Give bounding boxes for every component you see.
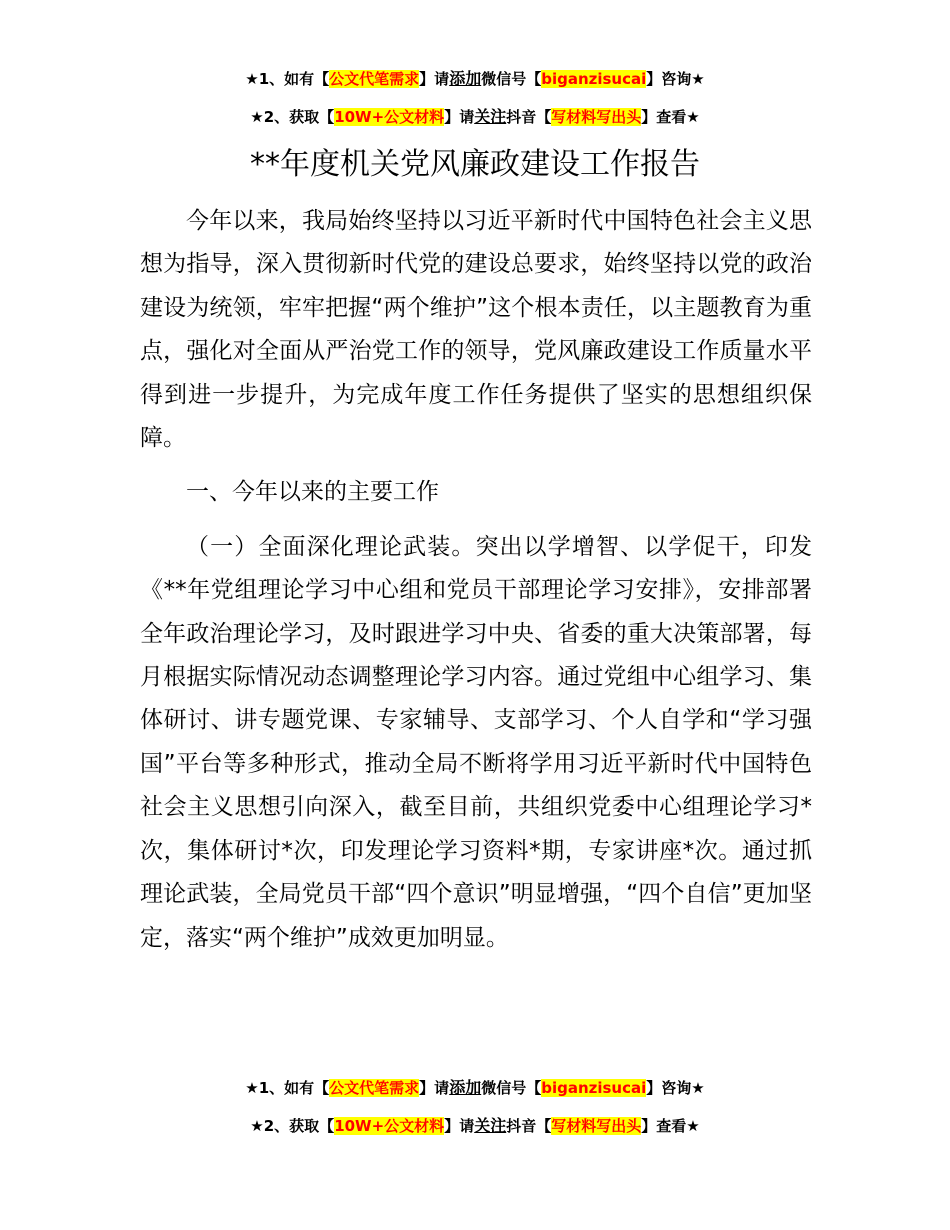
- banner-text: ★1、如有【: [245, 1079, 330, 1097]
- banner-underline: 关注: [474, 107, 507, 126]
- banner-line-2-bottom: [0, 1115, 950, 1137]
- banner-text: 】查看★: [641, 1117, 700, 1135]
- banner-highlight: 10W+公文材料: [334, 1117, 445, 1135]
- banner-line-1-bottom: [0, 1077, 950, 1099]
- banner-text: 】请: [419, 70, 450, 88]
- banner-text: 】请: [444, 108, 475, 126]
- banner-text: ★2、获取【: [250, 1117, 335, 1135]
- banner-highlight: 公文代笔需求: [329, 1079, 420, 1097]
- banner-underline: 添加: [449, 1078, 482, 1097]
- banner-highlight: 公文代笔需求: [329, 70, 420, 88]
- banner-highlight-douyin-id: 写材料写出头: [551, 1117, 642, 1135]
- intro-paragraph: 今年以来，我局始终坚持以习近平新时代中国特色社会主义思想为指导，深入贯彻新时代党的建设总要求，始终坚持以党的政治建设为统领，牢牢把握“两个维护”这个根本责任，以主题教育为重点，强化对全面从严治党工作的领导，党风廉政建设工作质量水平得到进一步提升，为完成年度工作任务提供了坚实的思想组织保障。: [140, 208, 812, 452]
- banner-text: ★2、获取【: [250, 108, 335, 126]
- banner-line-2: [0, 106, 950, 128]
- banner-highlight-wechat-id: biganzisucai: [541, 1079, 647, 1097]
- section-heading: 一、今年以来的主要工作: [186, 479, 439, 506]
- banner-text: 微信号【: [481, 1079, 542, 1097]
- document-title: **年度机关党风廉政建设工作报告: [250, 147, 700, 182]
- banner-text: 】请: [444, 1117, 475, 1135]
- banner-highlight-douyin-id: 写材料写出头: [551, 108, 642, 126]
- banner-text: 微信号【: [481, 70, 542, 88]
- banner-text: 】咨询★: [646, 70, 705, 88]
- banner-text: 】查看★: [641, 108, 700, 126]
- document-body: [140, 200, 812, 960]
- banner-highlight: 10W+公文材料: [334, 108, 445, 126]
- banner-text: 抖音【: [506, 108, 552, 126]
- banner-underline: 添加: [449, 69, 482, 88]
- banner-text: 】咨询★: [646, 1079, 705, 1097]
- banner-text: 抖音【: [506, 1117, 552, 1135]
- banner-text: ★1、如有【: [245, 70, 330, 88]
- banner-underline: 关注: [474, 1116, 507, 1135]
- banner-line-1: [0, 68, 950, 90]
- subsection-paragraph: （一）全面深化理论武装。突出以学增智、以学促干，印发《**年党组理论学习中心组和党员干部理论学习安排》，安排部署全年政治理论学习，及时跟进学习中央、省委的重大决策部署，每月根据实际情况动态调整理论学习内容。通过党组中心组学习、集体研讨、讲专题党课、专家辅导、支部学习、个人自学和“学习强国”平台等多种形式，推动全局不断将学用习近平新时代中国特色社会主义思想引向深入，截至目前，共组织党委中心组理论学习*次，集体研讨*次，印发理论学习资料*期，专家讲座*次。通过抓理论武装，全局党员干部“四个意识”明显增强，“四个自信”更加坚定，落实“两个维护”成效更加明显。: [140, 533, 812, 951]
- banner-highlight-wechat-id: biganzisucai: [541, 70, 647, 88]
- banner-text: 】请: [419, 1079, 450, 1097]
